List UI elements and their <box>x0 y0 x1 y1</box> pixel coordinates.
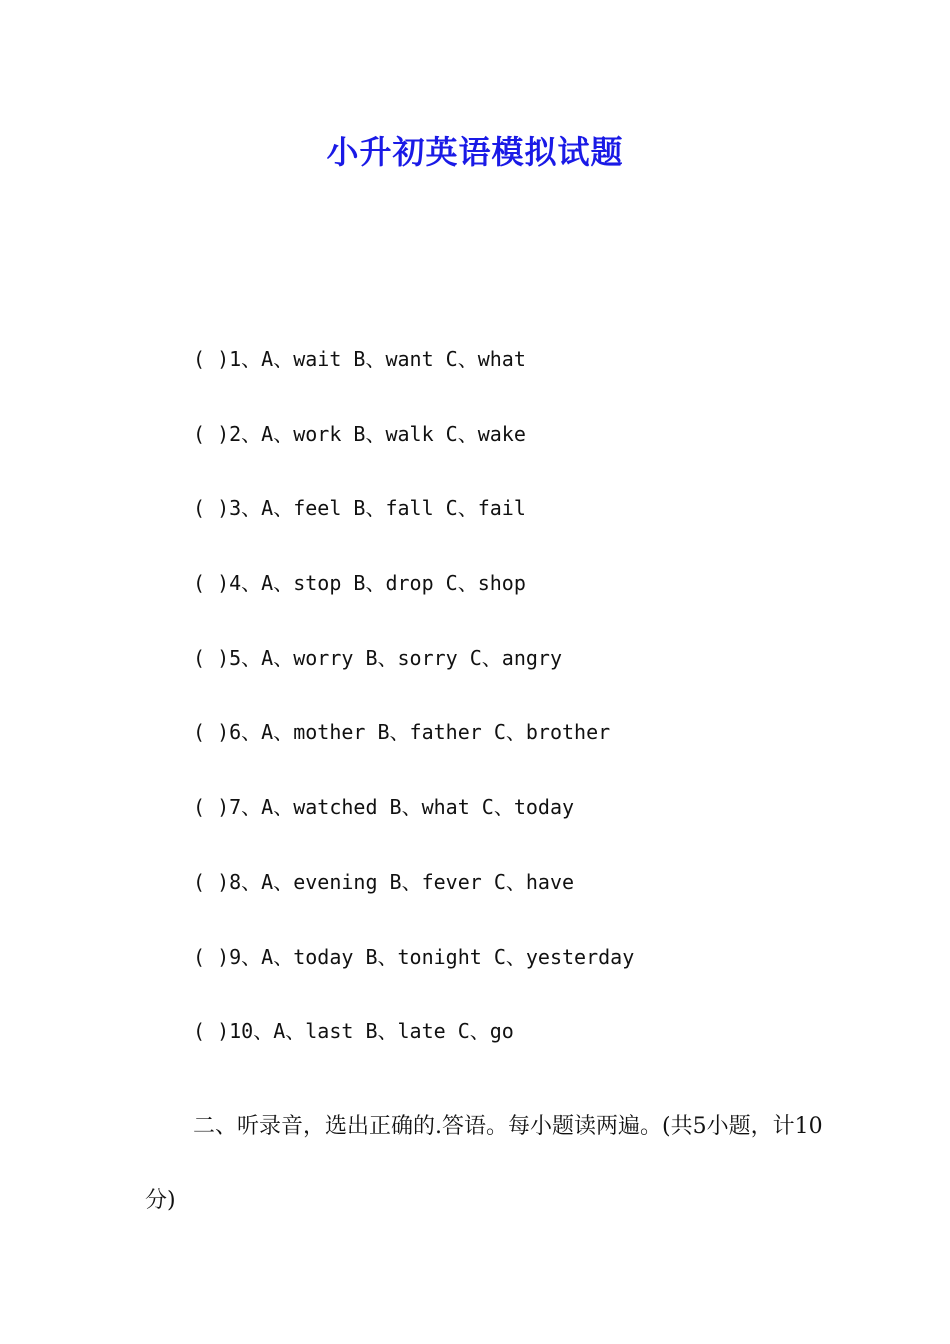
question-list <box>193 344 634 1091</box>
question-item: ( )10、A、last B、late C、go <box>193 1019 514 1044</box>
section-two-heading: 二、听录音，选出正确的.答语。每小题读两遍。(共5小题，计10分) <box>145 1114 823 1213</box>
page-title: 小升初英语模拟试题 <box>326 133 624 171</box>
question-item: ( )2、A、work B、walk C、wake <box>193 421 526 446</box>
question-item: ( )3、A、feel B、fall C、fail <box>193 496 526 521</box>
question-item: ( )6、A、mother B、father C、brother <box>193 720 611 745</box>
question-item: ( )8、A、evening B、fever C、have <box>193 869 575 894</box>
question-item: ( )5、A、worry B、sorry C、angry <box>193 645 562 670</box>
question-item: ( )9、A、today B、tonight C、yesterday <box>193 944 635 969</box>
question-item: ( )4、A、stop B、drop C、shop <box>193 571 526 596</box>
question-item: ( )7、A、watched B、what C、today <box>193 795 575 820</box>
question-item: ( )1、A、wait B、want C、what <box>193 347 526 371</box>
